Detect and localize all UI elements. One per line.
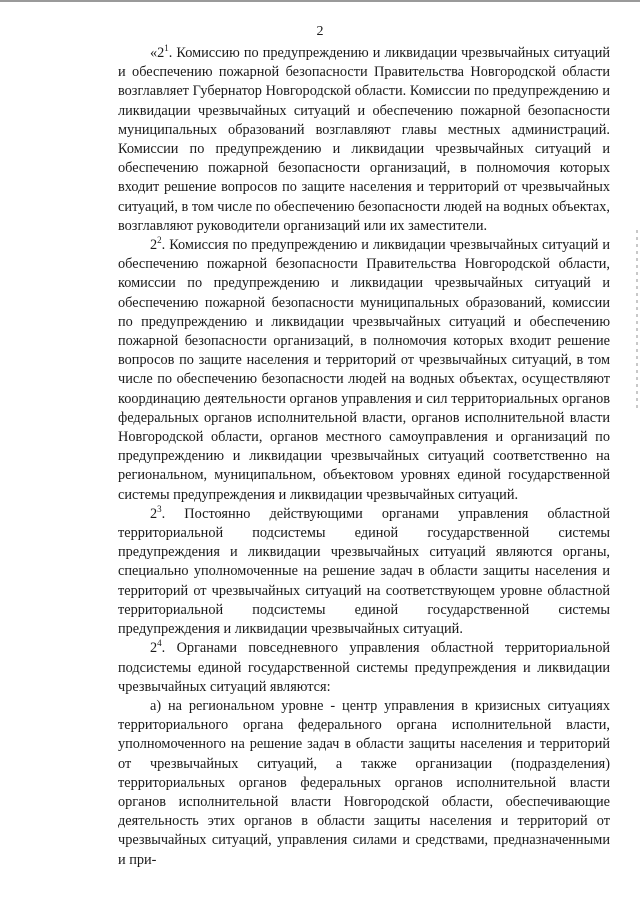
paragraph-text: а) на региональном уровне - центр управления в кризисных ситуациях территориального органа федерального органа исполнительной власти, уполномоченного на решение задач в области защиты населения и территорий от чрезвычайных ситуаций, а также организации (подразделения) территориальных органов федеральных органов исполнительной власти органов исполнительной власти Новгородской области, обеспечивающие деятельность этих органов в области защиты населения и территорий от чрезвычайных ситуаций, управления силами и средствами, предназначенными и при- [118,697,610,868]
paragraph-text: . Постоянно действующими органами управления областной территориальной подсистемы единой государственной системы предупреждения и ликвидации чрезвычайных ситуаций являются органы, специально уполномоченные на решение задач в области защиты населения и территорий от чрезвычайных ситуаций на соответствующем уровне областной территориальной подсистемы единой государственной системы предупреждения и ликвидации чрезвычайных ситуаций. [118,505,610,638]
paragraph-number-superscript: 3 [157,504,162,515]
paragraph-number-superscript: 4 [157,638,162,649]
page-number: 2 [316,24,324,39]
paragraph-number: «2 [150,45,165,61]
paragraph-text: . Комиссию по предупреждению и ликвидации чрезвычайных ситуаций и обеспечению пожарной безопасности Правительства Новгородской области возглавляет Губернатор Новгородской области. Комиссии по предупреждению и ликвидации чрезвычайных ситуаций и обеспечению пожарной безопасности муниципальных образований возглавляют главы местных администраций. Комиссии по предупреждению и ликвидации чрезвычайных ситуаций и обеспечению пожарной безопасности организаций, в полномочия которых входит решение вопросов по защите населения и территорий от чрезвычайных ситуаций, в том числе по обеспечению безопасности людей на водных объектах, возглавляют руководители организаций или их заместители. [118,45,610,234]
paragraph-text: . Комиссия по предупреждению и ликвидации чрезвычайных ситуаций и обеспечению пожарной безопасности Правительства Новгородской области, комиссии по предупреждению и ликвидации чрезвычайных ситуаций и обеспечению пожарной безопасности муниципальных образований, комиссии по предупреждению и ликвидации чрезвычайных ситуаций и обеспечению пожарной безопасности организаций, в полномочия которых входит решение вопросов по защите населения и территорий от чрезвычайных ситуаций, в том числе по обеспечению безопасности людей на водных объектах, осуществляют координацию деятельности органов управления и сил территориальных органов федеральных органов исполнительной власти, органов исполнительной власти Новгородской области, органов местного самоуправления и организаций по предупреждению и ликвидации чрезвычайных ситуаций соответственно на региональном, муниципальном, объектовом уровнях единой государственной системы предупреждения и ликвидации чрезвычайных ситуаций. [118,237,610,503]
paragraph-number: 2 [150,505,158,522]
document-body [118,44,610,870]
paragraph-2-4-a [118,697,610,870]
scan-top-edge [0,0,640,2]
paragraph-text: . Органами повседневного управления областной территориальной подсистемы единой государственной системы предупреждения и ликвидации чрезвычайных ситуаций являются: [118,640,610,695]
paragraph-number-superscript: 2 [157,235,162,246]
paragraph-2-2 [118,236,610,505]
paragraph-2-1 [118,44,610,236]
paragraph-2-3 [118,505,610,639]
scan-side-marks [636,230,638,410]
paragraph-number-superscript: 1 [164,43,169,54]
paragraph-number: 2 [150,237,158,254]
paragraph-number: 2 [150,640,158,657]
paragraph-2-4 [118,639,610,697]
